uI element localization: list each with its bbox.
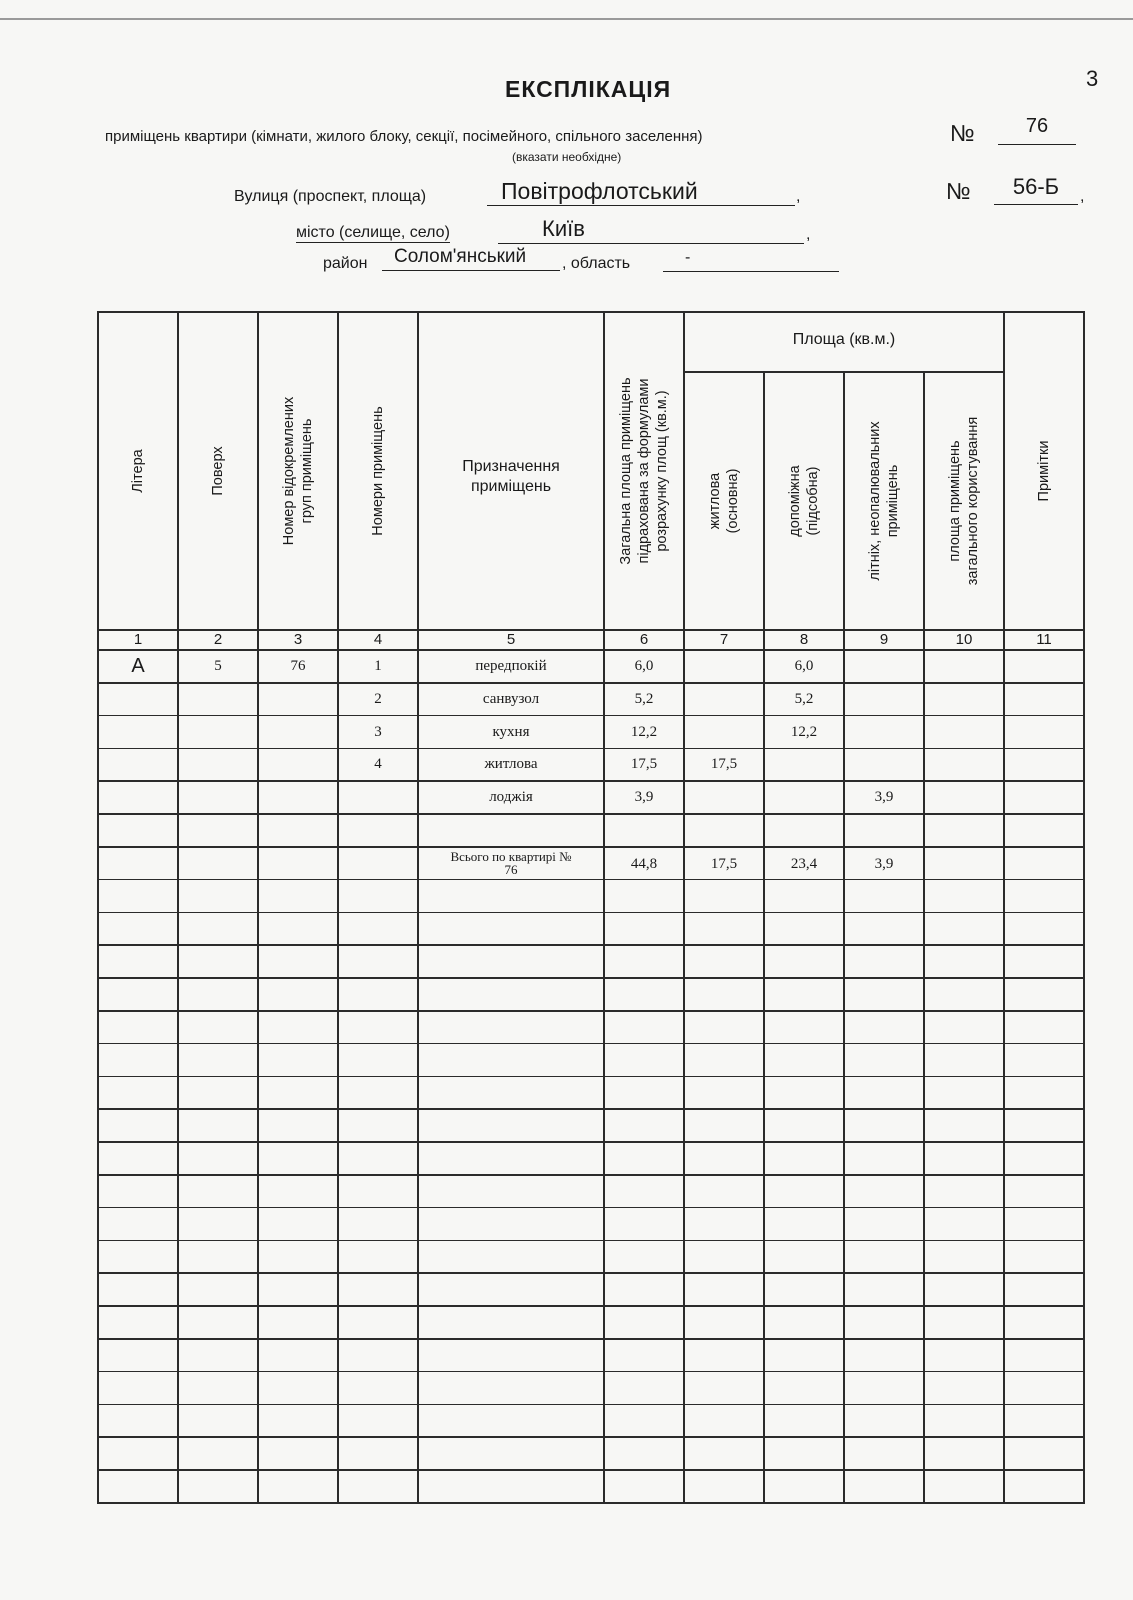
table-vline [337,311,339,1503]
total-c6: 44,8 [630,855,658,872]
column-number: 3 [293,631,303,648]
header-living-area [706,469,742,534]
header-group-number-line: груп приміщень [299,418,315,524]
apartment-number: 76 [998,112,1076,145]
apartment-number-label: № [950,120,975,146]
row-line [97,1108,1085,1110]
total-c9: 3,9 [874,855,894,872]
column-number: 4 [373,631,383,648]
district-value: Солом'янський [382,243,560,271]
column-number: 10 [955,631,973,648]
table-cell-c1: А [131,655,145,677]
street-value: Повітрофлотський [487,176,795,206]
house-number: 56-Б [994,172,1078,205]
row-line [97,846,1085,848]
table-cell-c8: 12,2 [790,723,818,740]
header-group-number [280,397,316,545]
header-auxiliary-area-line: (підсобна) [805,466,821,536]
row-line [97,1141,1085,1143]
total-c8: 23,4 [790,855,818,872]
table-cell-c6: 17,5 [630,756,658,773]
table-cell-c7: 17,5 [710,756,738,773]
column-number: 7 [719,631,729,648]
header-total-area [617,377,671,564]
column-number: 1 [133,631,143,648]
region-label: , область [562,255,631,272]
total-label-line: 76 [504,861,518,877]
header-living-area-line: (основна) [725,468,741,534]
table-cell-c4: 3 [374,723,382,740]
district-label: район [323,255,368,272]
row-line [97,1010,1085,1012]
table-cell-c8: 5,2 [794,690,814,707]
premises-type-label: приміщень квартири (кімнати, жилого блоку, секції, посімейного, спільного заселення) [105,128,703,145]
header-floor [209,446,227,495]
header-summer-area-line: приміщень [885,464,901,538]
header-litera-line: Літера [130,449,146,493]
street-comma: , [796,188,801,205]
column-number: 9 [879,631,889,648]
region-value: - [663,248,839,272]
scan-top-edge [0,18,1133,20]
header-purpose-line: приміщень [470,478,552,495]
row-line [97,715,1085,717]
street-label: Вулиця (проспект, площа) [234,188,427,205]
table-vline [257,311,259,1503]
table-top-border [97,311,1085,313]
city-comma: , [806,226,811,243]
table-vline [843,371,845,1503]
table-cell-c4: 4 [374,756,382,773]
city-label: місто (селище, село) [296,224,450,241]
table-vline [923,371,925,1503]
row-line [97,1207,1085,1209]
header-common-area-line: площа приміщень [947,440,963,562]
total-label [418,850,604,876]
row-line [97,977,1085,979]
row-line [97,682,1085,684]
row-line [97,780,1085,782]
table-vline [683,311,685,1503]
table-cell-c5: житлова [484,756,538,773]
row-line [97,1076,1085,1078]
row-line [97,1043,1085,1045]
header-living-area-line: житлова [707,472,723,530]
row-line [97,813,1085,815]
total-c7: 17,5 [710,855,738,872]
row-line [97,1305,1085,1307]
table-cell-c5: санвузол [482,690,540,707]
table-cell-c6: 3,9 [634,789,654,806]
row-line [97,1272,1085,1274]
header-room-numbers-line: Номери приміщень [370,406,386,536]
header-purpose-line: Призначення [462,458,560,475]
header-room-numbers [369,406,387,535]
document-title: ЕКСПЛІКАЦІЯ [505,76,672,102]
premises-type-hint: (вказати необхідне) [512,150,622,164]
header-group-number-line: Номер відокремлених [281,396,297,546]
numbers-bottom-line [97,649,1085,651]
row-line [97,1174,1085,1176]
page-number: 3 [1086,66,1099,91]
area-group-divider [683,371,1005,373]
table-cell-c4: 2 [374,690,382,707]
header-total-area-line: підрахована за формулами [636,378,652,564]
header-summer-area-line: літніх, неопалювальних [867,421,883,581]
column-number: 6 [639,631,649,648]
table-vline [97,311,99,1503]
row-line [97,1338,1085,1340]
city-value: Київ [498,214,804,244]
table-cell-c5: лоджія [489,789,533,806]
table-cell-c6: 12,2 [630,723,658,740]
header-summer-area [866,421,902,580]
header-area-group: Площа (кв.м.) [792,331,896,348]
table-cell-c6: 6,0 [634,658,654,674]
table-vline [763,371,765,1503]
row-line [97,1436,1085,1438]
total-label-line: Всього по квартирі № [450,848,572,864]
row-line [97,879,1085,881]
header-total-area-line: Загальна площа приміщень [618,377,634,565]
house-comma: , [1080,188,1085,205]
table-vline [177,311,179,1503]
table-cell-c8: 6,0 [794,658,814,674]
header-litera [129,449,147,492]
header-common-area-line: загального користування [965,416,981,586]
table-cell-c5: передпокій [475,658,547,674]
table-cell-c6: 5,2 [634,690,654,707]
header-notes-line: Примітки [1036,440,1052,502]
header-notes [1035,441,1053,502]
row-line [97,748,1085,750]
column-number: 2 [213,631,223,648]
row-line [97,944,1085,946]
row-line [97,912,1085,914]
column-number: 8 [799,631,809,648]
house-number-label: № [946,178,971,204]
table-cell-c5: кухня [492,723,530,740]
column-number: 11 [1036,631,1052,648]
header-total-area-line: розрахунку площ (кв.м.) [654,390,670,552]
header-purpose [418,457,604,497]
table-cell-c3: 76 [290,658,306,674]
header-auxiliary-area [786,465,822,536]
header-auxiliary-area-line: допоміжна [787,465,803,537]
row-line [97,1240,1085,1242]
table-vline [1083,311,1085,1503]
table-cell-c9: 3,9 [874,789,894,806]
row-line [97,1502,1085,1504]
table-cell-c2: 5 [214,658,222,674]
table-vline [1003,311,1005,1503]
row-line [97,1404,1085,1406]
row-line [97,1469,1085,1471]
column-number: 5 [506,631,516,648]
table-cell-c4: 1 [374,658,382,674]
row-line [97,1371,1085,1373]
header-common-area [946,417,982,585]
header-floor-line: Поверх [210,446,226,496]
